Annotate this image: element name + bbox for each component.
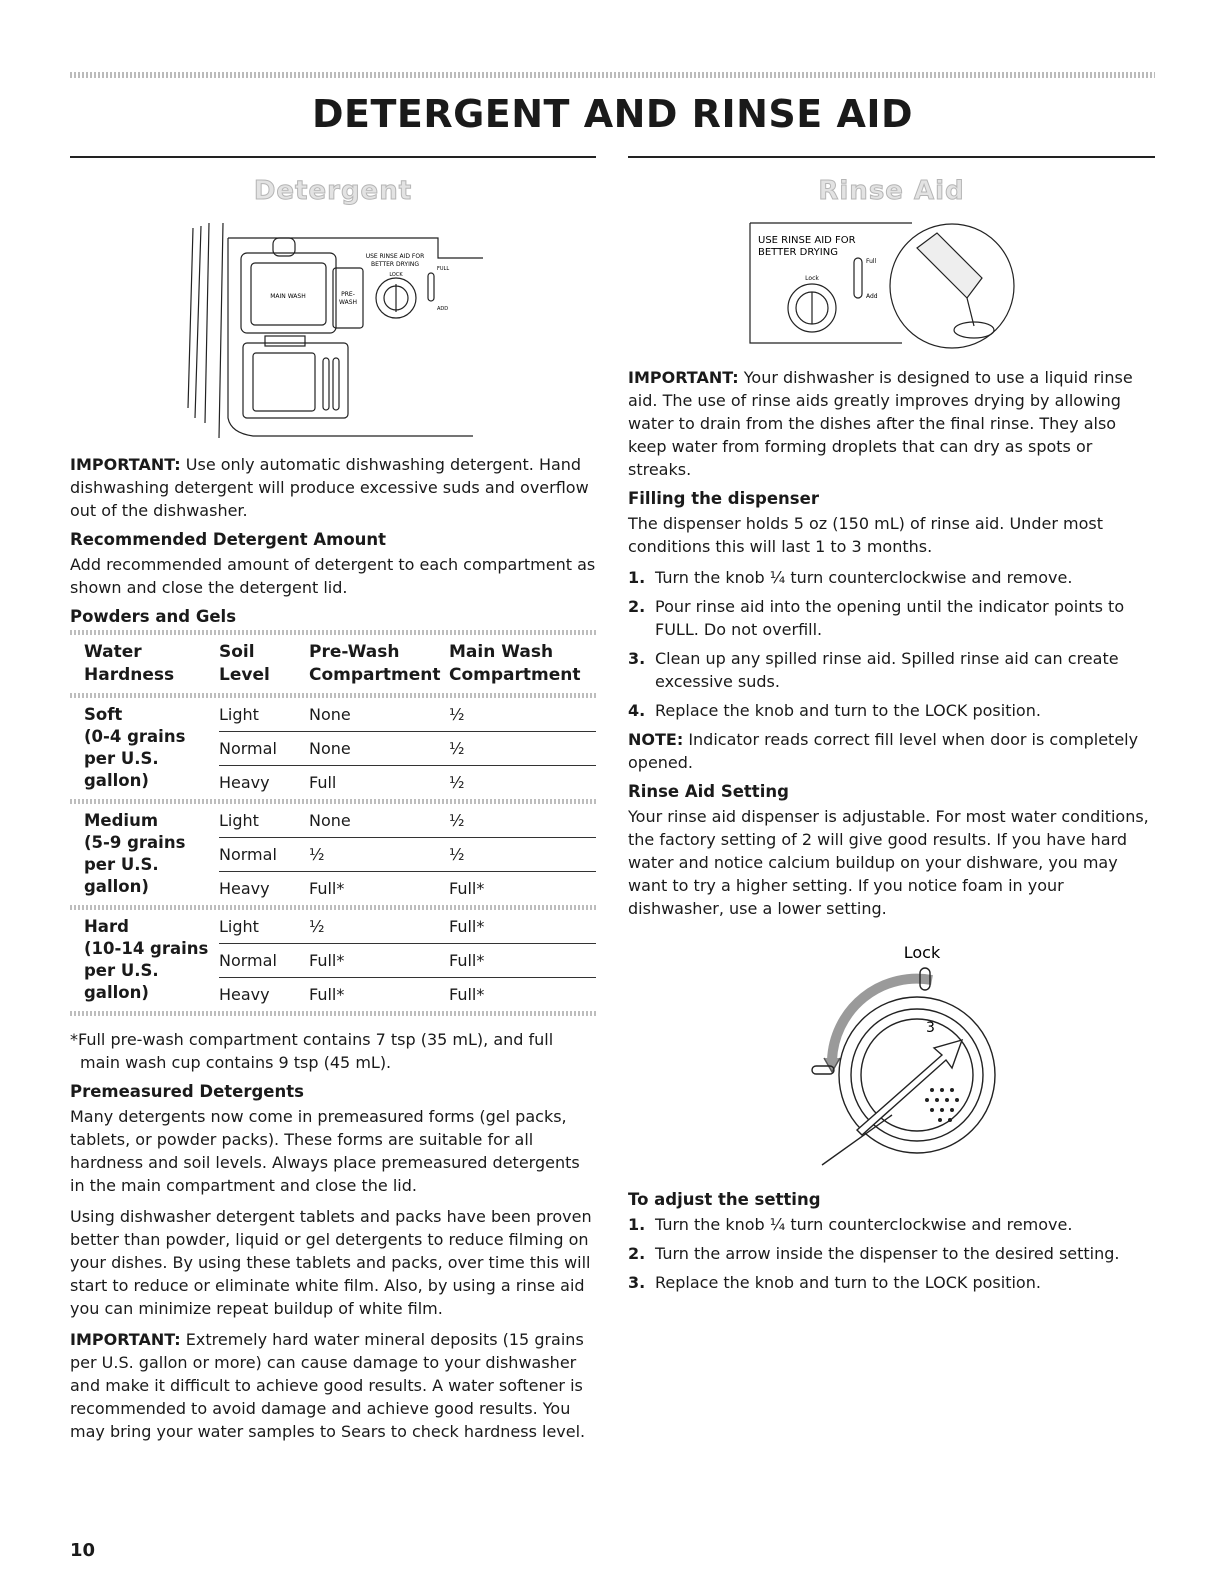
rinse-aid-section-title: Rinse Aid — [818, 176, 965, 206]
rinse-illus-add: Add — [865, 293, 878, 300]
list-item: 3. Clean up any spilled rinse aid. Spilled rinse aid can create excessive suds. — [628, 649, 1119, 691]
mainwash-cell: ½ — [449, 838, 596, 872]
rinse-aid-fill-illustration — [742, 218, 1042, 358]
rinse-aid-setting-text: Your rinse aid dispenser is adjustable. For most water conditions, the factory setting of 2 will give good results. If you have hard water and notice calcium buildup on your dishware, you may want to try a higher setting. If you notice foam in your dishwasher, use a lower setting. — [628, 807, 1149, 918]
powders-gels-heading: Powders and Gels — [70, 607, 237, 626]
top-dotted-rule — [70, 72, 1155, 78]
list-item: 2. Turn the arrow inside the dispenser to the desired setting. — [628, 1244, 1120, 1263]
soil-cell: Light — [219, 804, 309, 838]
rinse-aid-column — [628, 156, 1155, 1300]
soil-cell: Normal — [219, 732, 309, 766]
hard-water-important-note: IMPORTANT: Extremely hard water mineral deposits (15 grains per U.S. gallon or more) can cause damage to your dishwasher and make it difficult to achieve good results. A water softener is recommended to avoid damage and achieve good results. You may bring your water samples to Sears to check hardness level. — [70, 1330, 586, 1441]
detergent-column — [70, 156, 596, 1451]
filling-dispenser-text: The dispenser holds 5 oz (150 mL) of rinse aid. Under most conditions this will last 1 to 3 months. — [628, 514, 1103, 556]
page-number: 10 — [70, 1540, 96, 1561]
page-title: DETERGENT AND RINSE AID — [311, 92, 914, 136]
fill-level-note: NOTE: Indicator reads correct fill level when door is completely opened. — [628, 730, 1139, 772]
soil-cell: Heavy — [219, 879, 270, 898]
illus-label-pre: PRE- — [341, 291, 355, 298]
list-item: 4. Replace the knob and turn to the LOCK position. — [628, 701, 1041, 720]
rinse-illus-label-2: BETTER DRYING — [757, 247, 838, 258]
mainwash-cell: Full* — [449, 879, 485, 898]
premeasured-paragraph-2: Using dishwasher detergent tablets and packs have been proven better than powder, liquid or gel detergents to reduce filming on your dishes. By using these tablets and packs, over time this will start to reduce or eliminate white film. Also, by using a rinse aid you can minimize repeat buildup of white film. — [70, 1207, 592, 1318]
recommended-amount-heading: Recommended Detergent Amount — [70, 530, 387, 549]
mainwash-cell: Full* — [449, 985, 485, 1004]
detergent-important-note: IMPORTANT: Use only automatic dishwashing detergent. Hand dishwashing detergent will produce excessive suds and overflow out of the dishwasher. — [70, 455, 589, 520]
col-header-water-hardness: Water Hardness — [84, 642, 175, 685]
premeasured-paragraph-1: Many detergents now come in premeasured forms (gel packs, tablets, or powder packs). These forms are suitable for all hardness and soil levels. Always place premeasured detergents in the main compartment and close the lid. — [70, 1107, 580, 1195]
hardness-cell-medium: Medium (5-9 grains per U.S. gallon) — [84, 811, 186, 896]
col-header-soil-level: Soil Level — [219, 642, 270, 685]
prewash-cell: ½ — [309, 838, 449, 872]
hardness-cell-soft: Soft (0-4 grains per U.S. gallon) — [84, 705, 186, 790]
rinse-illus-label-1: USE RINSE AID FOR — [757, 235, 856, 246]
adjust-steps-list — [628, 1213, 1155, 1294]
table-header-row — [70, 635, 596, 693]
prewash-cell: None — [309, 804, 449, 838]
col-header-pre-wash: Pre-Wash Compartment — [309, 642, 441, 685]
prewash-cell: Full* — [309, 944, 449, 978]
table-footnote: *Full pre-wash compartment contains 7 tsp (35 mL), and full main wash cup contains 9 tsp (45 mL). — [70, 1030, 554, 1072]
illus-label-main-wash: MAIN WASH — [270, 293, 306, 300]
soil-cell: Light — [219, 698, 309, 732]
table-row — [70, 698, 596, 732]
prewash-cell: None — [309, 698, 449, 732]
list-item: 2. Pour rinse aid into the opening until the indicator points to FULL. Do not overfill. — [628, 597, 1125, 639]
knob-setting-number: 3 — [925, 1020, 935, 1036]
recommended-amount-text: Add recommended amount of detergent to each compartment as shown and close the detergent lid. — [70, 555, 596, 597]
soil-cell: Normal — [219, 944, 309, 978]
prewash-cell: Full* — [309, 879, 345, 898]
col-header-main-wash: Main Wash Compartment — [449, 642, 581, 685]
prewash-cell: ½ — [309, 910, 449, 944]
illus-label-rinse-aid: USE RINSE AID FOR — [365, 253, 425, 260]
rinse-illus-lock: Lock — [804, 275, 819, 282]
premeasured-heading: Premeasured Detergents — [70, 1082, 304, 1101]
mainwash-cell: Full* — [449, 944, 596, 978]
illus-label-wash: WASH — [338, 299, 358, 306]
table-row — [70, 804, 596, 838]
illus-label-better-drying: BETTER DRYING — [371, 261, 419, 268]
knob-lock-label: Lock — [903, 943, 940, 962]
prewash-cell: None — [309, 732, 449, 766]
list-item: 1. Turn the knob ¼ turn counterclockwise and remove. — [628, 568, 1073, 587]
mainwash-cell: ½ — [449, 804, 596, 838]
rinse-aid-important-note: IMPORTANT: Your dishwasher is designed to use a liquid rinse aid. The use of rinse aids greatly improves drying by allowing water to drain from the dishes after the final rinse. They also keep water from forming droplets that can dry as spots or streaks. — [628, 368, 1133, 479]
soil-cell: Normal — [219, 838, 309, 872]
illus-label-full: FULL — [437, 266, 450, 272]
soil-cell: Heavy — [219, 773, 270, 792]
list-item: 1. Turn the knob ¼ turn counterclockwise and remove. — [628, 1215, 1073, 1234]
mainwash-cell: ½ — [449, 732, 596, 766]
prewash-cell: Full* — [309, 985, 345, 1004]
hardness-cell-hard: Hard (10-14 grains per U.S. gallon) — [84, 917, 209, 1002]
detergent-amount-table — [70, 630, 596, 1016]
soil-cell: Light — [219, 910, 309, 944]
illus-label-add: ADD — [437, 306, 449, 312]
rinse-aid-knob-illustration — [762, 940, 1022, 1180]
soil-cell: Heavy — [219, 985, 270, 1004]
detergent-dispenser-illustration — [183, 218, 483, 443]
mainwash-cell: ½ — [449, 773, 465, 792]
filling-dispenser-heading: Filling the dispenser — [628, 489, 819, 508]
prewash-cell: Full — [309, 773, 337, 792]
column-rule — [628, 156, 1155, 158]
column-rule — [70, 156, 596, 158]
rinse-aid-setting-heading: Rinse Aid Setting — [628, 782, 789, 801]
rinse-illus-full: Full — [865, 258, 876, 265]
mainwash-cell: Full* — [449, 910, 596, 944]
filling-steps-list — [628, 566, 1155, 722]
table-row — [70, 910, 596, 944]
adjust-setting-heading: To adjust the setting — [628, 1190, 821, 1209]
illus-label-lock: LOCK — [389, 272, 403, 278]
list-item: 3. Replace the knob and turn to the LOCK position. — [628, 1273, 1041, 1292]
mainwash-cell: ½ — [449, 698, 596, 732]
detergent-section-title: Detergent — [253, 176, 413, 206]
